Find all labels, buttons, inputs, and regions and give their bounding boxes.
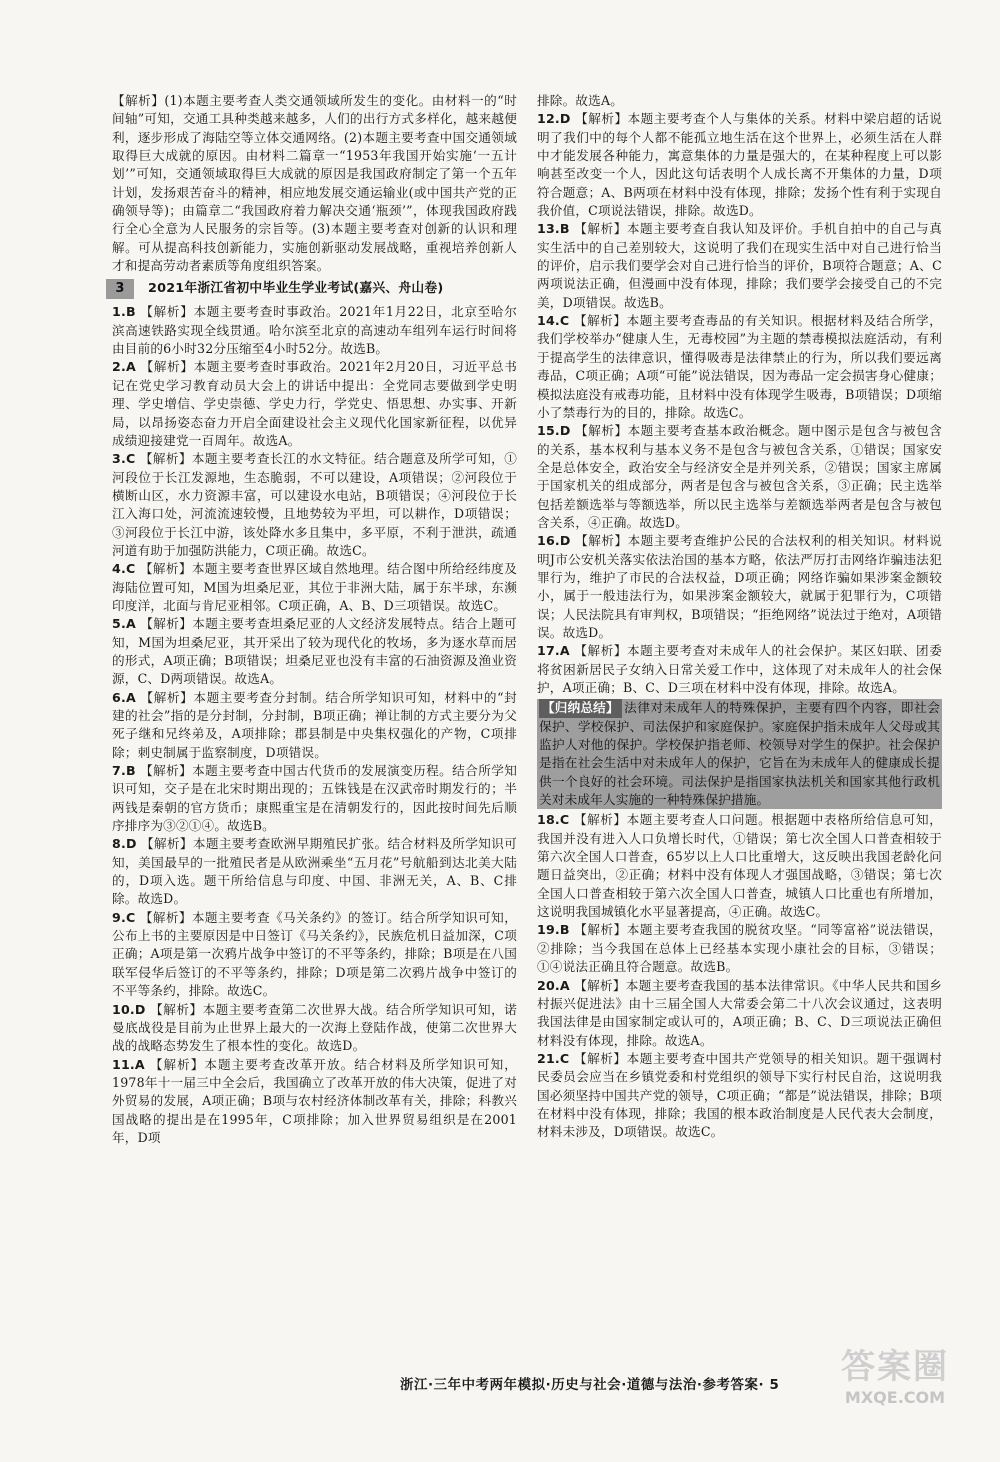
item-number: 21.C	[537, 1050, 570, 1066]
answer-item	[537, 220, 942, 312]
item-text: 【解析】本题主要考查维护公民的合法权利的相关知识。材料说明J市公安机关落实依法治国的基本方略，依法严厉打击网络诈骗违法犯罪行为，维护了市民的合法权益，D项正确；网络诈骗如果涉案金额较小，属于一般违法行为，如果涉案金额较大，就属于犯罪行为，C项错误；人民法院具有审判权，B项错误；“拒绝网络”说法过于绝对，A项错误。故选D。	[537, 533, 942, 640]
section-header	[106, 279, 517, 299]
item-text: 【解析】本题主要考查我国的脱贫攻坚。“同等富裕”说法错误，②排除；当今我国在总体上已经基本实现小康社会的目标，③错误；①④说法正确且符合题意。故选B。	[537, 922, 942, 975]
section-number: 3	[106, 279, 134, 299]
item-number: 15.D	[537, 423, 571, 439]
answer-item	[112, 615, 517, 688]
answer-item	[112, 560, 517, 615]
section-title: 2021年浙江省初中毕业生学业考试(嘉兴、舟山卷)	[148, 281, 444, 297]
answer-item	[112, 689, 517, 762]
summary-text: 法律对未成年人的特殊保护，主要有四个内容，即社会保护、学校保护、司法保护和家庭保护。家庭保护指未成年人父母或其监护人对他的保护。学校保护指老师、校领导对学生的保护。社会保护是指在社会生活中对未成年人的保护，它旨在为未成年人的健康成长提供一个良好的社会环境。司法保护是指国家执法机关和国家其他行政机关对未成年人实施的一种特殊保护措施。	[539, 700, 940, 808]
item-text: 【解析】本题主要考查分封制。结合所学知识可知，材料中的“封建的社会”指的是分封制，分封制，B项正确；禅让制的方式主要分为父死子继和兄终弟及，A项排除；郡县制是中央集权强化的产物，C项排除；刺史制属于监察制度，D项错误。	[112, 689, 517, 760]
answer-item	[537, 642, 942, 697]
item-text: 【解析】本题主要考查对未成年人的社会保护。某区妇联、团委将贫困新居民子女纳入日常关爱工作中，这体现了对未成年人的社会保护，A项正确；B、C、D三项在材料中没有体现，排除。故选A。	[537, 643, 942, 695]
item-text: 【解析】本题主要考查自我认知及评价。手机自拍中的自己与真实生活中的自己差别较大，这说明了我们在现实生活中对自己进行恰当的评价，启示我们要学会对自己进行恰当的评价，B项符合题意；A、C两项说法正确，但漫画中没有体现，排除；我们要学会接受自己的不完美，D项错误。故选B。	[537, 221, 942, 310]
item-number: 11.A	[112, 1056, 145, 1072]
answer-item	[537, 977, 942, 1050]
summary-tag: 【归纳总结】	[539, 699, 622, 717]
item-number: 8.D	[112, 836, 137, 852]
answer-item	[537, 532, 942, 642]
page-footer: 浙江·三年中考两年模拟·历史与社会·道德与法治·参考答案· 5	[400, 1378, 780, 1393]
item-number: 18.C	[537, 812, 570, 828]
summary-box	[537, 699, 942, 809]
item-number: 16.D	[537, 533, 571, 549]
item-number: 7.B	[112, 763, 136, 779]
left-column	[112, 92, 517, 1147]
item-number: 20.A	[537, 977, 570, 993]
answer-item	[537, 1050, 942, 1142]
item-number: 1.B	[112, 304, 136, 320]
answer-item	[112, 450, 517, 560]
item-number: 4.C	[112, 561, 136, 577]
item-text: 【解析】本题主要考查中国古代货币的发展演变历程。结合所学知识可知，交子是在北宋时期出现的；五铢钱是在汉武帝时期发行的；半两钱是秦朝的官方货币；康熙重宝是在清朝发行的，因此按时间先后顺序排序为③②①④。故选B。	[112, 763, 517, 834]
item-text: 【解析】本题主要考查世界区域自然地理。结合图中所给经纬度及海陆位置可知，M国为坦桑尼亚，其位于非洲大陆，属于东半球，东濒印度洋，北面与肯尼亚相邻。C项正确，A、B、D三项错误。故选C。	[112, 561, 517, 613]
item-text: 【解析】本题主要考查坦桑尼亚的人文经济发展特点。结合上题可知，M国为坦桑尼亚，其开采出了较为现代化的牧场，多为逐水草而居的形式，A项正确；B项错误；坦桑尼亚也没有丰富的石油资源及渔业资源，C、D两项错误。故选A。	[112, 616, 517, 687]
answer-item	[537, 811, 942, 921]
continued-text: 排除。故选A。	[537, 93, 624, 108]
item-number: 9.C	[112, 909, 136, 925]
item-number: 13.B	[537, 221, 570, 237]
answer-item	[112, 1056, 517, 1148]
item-number: 12.D	[537, 111, 571, 127]
item-text: 【解析】本题主要考查欧洲早期殖民扩张。结合材料及所学知识可知，美国最早的一批殖民者是从欧洲乘坐“五月花”号航船到达北美大陆的，D项入选。题干所给信息与印度、中国、非洲无关，A、B、C排除。故选D。	[112, 836, 517, 907]
item-number: 5.A	[112, 616, 136, 632]
item-number: 17.A	[537, 643, 570, 659]
answer-item	[112, 909, 517, 1001]
item-text: 【解析】本题主要考查基本政治概念。题中图示是包含与被包含的关系，基本权利与基本义务不是包含与被包含关系，①错误；国家安全是总体安全，政治安全与经济安全是并列关系，②错误；国家主席属于国家机关的组成部分，两者是包含与被包含关系，③正确；民主选举包括差额选举与等额选举，所以民主选举与差额选举两者是包含与被包含关系，④正确。故选D。	[537, 423, 942, 530]
left-items	[112, 303, 517, 1147]
item-text: 【解析】本题主要考查毒品的有关知识。根据材料及结合所学，我们学校举办“健康人生，无毒校园”为主题的禁毒模拟法庭活动，有利于提高学生的法律意识，懂得吸毒是法律禁止的行为，所以我们要远离毒品，C项正确；A项“可能”说法错误，因为毒品一定会损害身心健康；模拟法庭没有戒毒功能，且材料中没有体现学生吸毒，B项错误；D项缩小了禁毒行为的目的，排除。故选C。	[537, 313, 942, 420]
answer-item	[537, 921, 942, 976]
item-number: 3.C	[112, 451, 136, 467]
item-number: 10.D	[112, 1001, 146, 1017]
item-text: 【解析】本题主要考查第二次世界大战。结合所学知识可知，诺曼底战役是目前为止世界上最大的一次海上登陆作战，使第二次世界大战的战略态势发生了根本性的变化。故选D。	[112, 1001, 517, 1054]
answer-item	[112, 762, 517, 835]
answer-item	[537, 422, 942, 532]
item-text: 【解析】本题主要考查中国共产党领导的相关知识。题干强调村民委员会应当在乡镇党委和村党组织的领导下实行村民自治，这说明我国必须坚持中国共产党的领导，C项正确；“都是”说法错误，排除；B项在材料中没有体现，排除；我国的根本政治制度是人民代表大会制度，材料未涉及，D项错误。故选C。	[537, 1050, 942, 1140]
item-number: 14.C	[537, 313, 570, 329]
item-number: 2.A	[112, 359, 136, 375]
answer-item	[537, 312, 942, 422]
watermark-url: MXQE.COM	[844, 1388, 946, 1407]
item-text: 【解析】本题主要考查时事政治。2021年2月20日，习近平总书记在党史学习教育动员大会上的讲话中提出：全党同志要做到学史明理、学史增信、学史崇德、学史力行，学党史、悟思想、办实事、开新局，以昂扬姿态奋力开启全面建设社会主义现代化国家新征程，以优异成绩迎接建党一百周年。故选A。	[112, 359, 517, 448]
watermark	[820, 1339, 970, 1434]
item-text: 【解析】本题主要考查时事政治。2021年1月22日，北京至哈尔滨高速铁路实现全线贯通。哈尔滨至北京的高速动车组列车运行时间将由目前的6小时32分压缩至4小时52分。故选B。	[112, 304, 517, 357]
answer-item	[112, 358, 517, 450]
intro-paragraph: 【解析】(1)本题主要考查人类交通领域所发生的变化。由材料一的“时间轴”可知，交通工具种类越来越多，人们的出行方式多样化，越来越便利，逐步形成了海陆空等立体交通网络。(2)本题主要考查中国交通领域取得巨大成就的原因。由材料二篇章一“1953年我国开始实施‘一五计划’”可知，交通领域取得巨大成就的原因是我国政府制定了第一个五年计划，发扬艰苦奋斗的精神，相应地发展交通运输业(或中国共产党的正确领导等)；由篇章二“我国政府着力解决交通‘瓶颈’”，体现我国政府践行全心全意为人民服务的宗旨等。(3)本题主要考查对创新的认识和理解。可从提高科技创新能力，实施创新驱动发展战略，重视培养创新人才和提高劳动者素质等角度组织答案。	[112, 93, 517, 274]
item-text: 【解析】本题主要考查《马关条约》的签订。结合所学知识可知，公布上书的主要原因是中日签订《马关条约》，民族危机日益加深，C项正确；A项是第一次鸦片战争中签订的不平等条约，排除；B项是在八国联军侵华后签订的不平等条约，排除；D项是第二次鸦片战争中签订的不平等条约，排除。故选C。	[112, 909, 517, 999]
item-text: 【解析】本题主要考查我国的基本法律常识。《中华人民共和国乡村振兴促进法》由十三届全国人大常委会第二十八次会议通过，这表明我国法律是由国家制定或认可的，A项正确；B、C、D三项说法正确但材料没有体现，排除。故选A。	[537, 977, 942, 1048]
answer-item	[112, 303, 517, 358]
answer-item	[112, 1001, 517, 1056]
item-text: 【解析】本题主要考查人口问题。根据题中表格所给信息可知，我国并没有进入人口负增长时代，①错误；第七次全国人口普查相较于第六次全国人口普查，65岁以上人口比重增大，这反映出我国老龄化问题日益突出，②正确；材料中没有体现人才强国战略，③错误；第七次全国人口普查相较于第六次全国人口普查，城镇人口比重也有所增加，这说明我国城镇化水平显著提高，④正确。故选C。	[537, 812, 942, 920]
item-text: 【解析】本题主要考查长江的水文特征。结合题意及所学可知，①河段位于长江发源地，生态脆弱，不可以建设，A项错误；②河段位于横断山区，水力资源丰富，可以建设水电站，B项错误；④河段位于长江入海口处，河流流速较慢，且地势较为平坦，可以耕作，D项错误；③河段位于长江中游，该处降水多且集中，多平原，不利于泄洪，疏通河道有助于加强防洪能力，C项正确。故选C。	[112, 451, 517, 558]
answer-item	[537, 110, 942, 220]
watermark-logo: 答案圈	[841, 1347, 949, 1387]
item-text: 【解析】本题主要考查个人与集体的关系。材料中梁启超的话说明了我们中的每个人都不能孤立地生活在这个世界上，必须生活在人群中才能发展各种能力，寓意集体的力量是强大的，在某种程度上可以影响甚至改变一个人，因此这句话表明个人成长离不开集体的力量，D项符合题意；A、B两项在材料中没有体现，排除；发扬个性有利于实现自我价值，C项说法错误，排除。故选D。	[537, 111, 942, 219]
item-number: 19.B	[537, 922, 570, 938]
item-text: 【解析】本题主要考查改革开放。结合材料及所学知识可知，1978年十一届三中全会后，我国确立了改革开放的伟大决策，促进了对外贸易的发展，A项正确；B项与农村经济体制改革有关，排除；科教兴国战略的提出是在1995年，C项排除；加入世界贸易组织是在2001年，D项	[112, 1056, 517, 1145]
item-number: 6.A	[112, 689, 136, 705]
right-column	[537, 92, 942, 1142]
answer-item	[112, 835, 517, 908]
